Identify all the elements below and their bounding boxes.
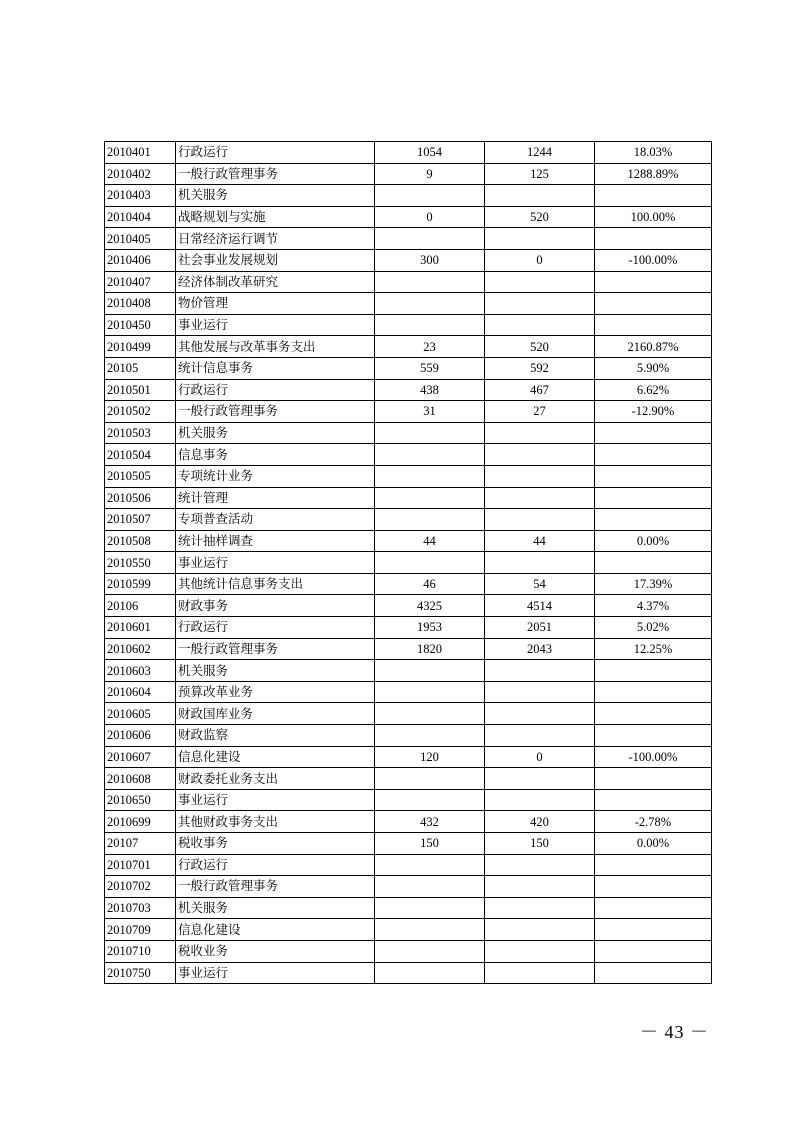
name-cell: 一般行政管理事务	[176, 638, 375, 660]
value-2019-cell: 23	[375, 336, 485, 358]
growth-rate-cell: 4.37%	[595, 595, 712, 617]
code-cell: 2010505	[105, 465, 176, 487]
growth-rate-cell	[595, 919, 712, 941]
value-2019-cell	[375, 962, 485, 984]
value-2020-cell	[485, 876, 595, 898]
value-2020-cell	[485, 725, 595, 747]
name-cell: 行政运行	[176, 379, 375, 401]
table-row	[105, 595, 712, 617]
value-2019-cell	[375, 854, 485, 876]
growth-rate-cell: 100.00%	[595, 206, 712, 228]
value-2020-cell: 1244	[485, 142, 595, 164]
value-2020-cell	[485, 940, 595, 962]
name-cell: 财政国库业务	[176, 703, 375, 725]
name-cell: 统计管理	[176, 487, 375, 509]
table-row	[105, 681, 712, 703]
name-cell: 税收事务	[176, 833, 375, 855]
table-row	[105, 379, 712, 401]
table-body	[105, 142, 712, 984]
name-cell: 统计抽样调查	[176, 530, 375, 552]
table-row	[105, 919, 712, 941]
value-2019-cell	[375, 314, 485, 336]
name-cell: 事业运行	[176, 789, 375, 811]
name-cell: 信息事务	[176, 444, 375, 466]
growth-rate-cell: 0.00%	[595, 530, 712, 552]
growth-rate-cell: 5.90%	[595, 357, 712, 379]
value-2020-cell: 125	[485, 163, 595, 185]
table-row	[105, 401, 712, 423]
code-cell: 2010603	[105, 660, 176, 682]
table-row	[105, 163, 712, 185]
growth-rate-cell	[595, 228, 712, 250]
growth-rate-cell	[595, 552, 712, 574]
growth-rate-cell	[595, 725, 712, 747]
table-row	[105, 530, 712, 552]
table-row	[105, 249, 712, 271]
table-row	[105, 487, 712, 509]
table-row	[105, 660, 712, 682]
code-cell: 2010499	[105, 336, 176, 358]
name-cell: 专项统计业务	[176, 465, 375, 487]
table-row	[105, 811, 712, 833]
code-cell: 2010401	[105, 142, 176, 164]
growth-rate-cell: -100.00%	[595, 249, 712, 271]
name-cell: 行政运行	[176, 617, 375, 639]
table-row	[105, 444, 712, 466]
value-2019-cell	[375, 465, 485, 487]
table-row	[105, 336, 712, 358]
code-cell: 2010504	[105, 444, 176, 466]
growth-rate-cell: 1288.89%	[595, 163, 712, 185]
growth-rate-cell	[595, 897, 712, 919]
value-2020-cell: 0	[485, 746, 595, 768]
name-cell: 其他财政事务支出	[176, 811, 375, 833]
value-2020-cell: 520	[485, 206, 595, 228]
code-cell: 2010607	[105, 746, 176, 768]
table-row	[105, 940, 712, 962]
code-cell: 2010502	[105, 401, 176, 423]
growth-rate-cell: 12.25%	[595, 638, 712, 660]
code-cell: 2010699	[105, 811, 176, 833]
code-cell: 2010408	[105, 293, 176, 315]
value-2019-cell	[375, 422, 485, 444]
growth-rate-cell	[595, 962, 712, 984]
value-2019-cell: 9	[375, 163, 485, 185]
name-cell: 行政运行	[176, 142, 375, 164]
name-cell: 预算改革业务	[176, 681, 375, 703]
growth-rate-cell: -2.78%	[595, 811, 712, 833]
value-2020-cell	[485, 552, 595, 574]
value-2019-cell: 438	[375, 379, 485, 401]
value-2019-cell: 4325	[375, 595, 485, 617]
budget-table	[104, 141, 712, 984]
value-2019-cell: 0	[375, 206, 485, 228]
name-cell: 一般行政管理事务	[176, 163, 375, 185]
value-2019-cell: 44	[375, 530, 485, 552]
growth-rate-cell	[595, 422, 712, 444]
name-cell: 财政监察	[176, 725, 375, 747]
table-row	[105, 746, 712, 768]
code-cell: 2010710	[105, 940, 176, 962]
growth-rate-cell	[595, 465, 712, 487]
value-2020-cell	[485, 422, 595, 444]
value-2020-cell: 420	[485, 811, 595, 833]
code-cell: 2010750	[105, 962, 176, 984]
value-2020-cell	[485, 271, 595, 293]
code-cell: 2010404	[105, 206, 176, 228]
code-cell: 2010701	[105, 854, 176, 876]
value-2020-cell: 592	[485, 357, 595, 379]
value-2020-cell: 467	[485, 379, 595, 401]
value-2020-cell: 4514	[485, 595, 595, 617]
growth-rate-cell	[595, 185, 712, 207]
value-2020-cell: 27	[485, 401, 595, 423]
code-cell: 20106	[105, 595, 176, 617]
growth-rate-cell	[595, 509, 712, 531]
table-row	[105, 833, 712, 855]
table-row	[105, 185, 712, 207]
name-cell: 财政事务	[176, 595, 375, 617]
name-cell: 信息化建设	[176, 919, 375, 941]
code-cell: 2010507	[105, 509, 176, 531]
code-cell: 2010407	[105, 271, 176, 293]
growth-rate-cell: 18.03%	[595, 142, 712, 164]
name-cell: 经济体制改革研究	[176, 271, 375, 293]
value-2020-cell	[485, 897, 595, 919]
value-2020-cell	[485, 465, 595, 487]
name-cell: 机关服务	[176, 897, 375, 919]
value-2019-cell: 1820	[375, 638, 485, 660]
value-2019-cell	[375, 271, 485, 293]
code-cell: 2010402	[105, 163, 176, 185]
name-cell: 事业运行	[176, 552, 375, 574]
code-cell: 20107	[105, 833, 176, 855]
code-cell: 2010602	[105, 638, 176, 660]
table-row	[105, 206, 712, 228]
growth-rate-cell	[595, 703, 712, 725]
name-cell: 统计信息事务	[176, 357, 375, 379]
code-cell: 2010702	[105, 876, 176, 898]
name-cell: 专项普查活动	[176, 509, 375, 531]
code-cell: 2010709	[105, 919, 176, 941]
value-2019-cell	[375, 789, 485, 811]
name-cell: 机关服务	[176, 422, 375, 444]
code-cell: 2010506	[105, 487, 176, 509]
code-cell: 2010405	[105, 228, 176, 250]
value-2019-cell	[375, 876, 485, 898]
value-2019-cell	[375, 185, 485, 207]
table-row	[105, 465, 712, 487]
name-cell: 战略规划与实施	[176, 206, 375, 228]
code-cell: 2010550	[105, 552, 176, 574]
value-2020-cell	[485, 509, 595, 531]
growth-rate-cell	[595, 876, 712, 898]
table-row	[105, 357, 712, 379]
table-row	[105, 897, 712, 919]
table-row	[105, 876, 712, 898]
value-2019-cell: 46	[375, 573, 485, 595]
value-2019-cell	[375, 919, 485, 941]
growth-rate-cell: 6.62%	[595, 379, 712, 401]
code-cell: 2010606	[105, 725, 176, 747]
value-2020-cell	[485, 919, 595, 941]
value-2020-cell	[485, 681, 595, 703]
value-2020-cell: 2051	[485, 617, 595, 639]
page-number: － 43 －	[640, 1022, 709, 1042]
value-2019-cell: 559	[375, 357, 485, 379]
code-cell: 2010403	[105, 185, 176, 207]
code-cell: 2010501	[105, 379, 176, 401]
code-cell: 2010703	[105, 897, 176, 919]
value-2020-cell	[485, 228, 595, 250]
value-2020-cell: 2043	[485, 638, 595, 660]
table-row	[105, 422, 712, 444]
code-cell: 2010450	[105, 314, 176, 336]
table-row	[105, 962, 712, 984]
name-cell: 其他发展与改革事务支出	[176, 336, 375, 358]
code-cell: 2010650	[105, 789, 176, 811]
code-cell: 2010601	[105, 617, 176, 639]
value-2020-cell: 0	[485, 249, 595, 271]
code-cell: 2010406	[105, 249, 176, 271]
name-cell: 社会事业发展规划	[176, 249, 375, 271]
growth-rate-cell	[595, 768, 712, 790]
value-2019-cell	[375, 768, 485, 790]
code-cell: 2010503	[105, 422, 176, 444]
value-2020-cell: 54	[485, 573, 595, 595]
table-row	[105, 703, 712, 725]
table-row	[105, 271, 712, 293]
name-cell: 机关服务	[176, 185, 375, 207]
code-cell: 2010508	[105, 530, 176, 552]
name-cell: 财政委托业务支出	[176, 768, 375, 790]
value-2020-cell	[485, 444, 595, 466]
value-2020-cell	[485, 487, 595, 509]
value-2020-cell	[485, 314, 595, 336]
name-cell: 事业运行	[176, 962, 375, 984]
growth-rate-cell: -12.90%	[595, 401, 712, 423]
value-2019-cell: 31	[375, 401, 485, 423]
growth-rate-cell: 2160.87%	[595, 336, 712, 358]
name-cell: 其他统计信息事务支出	[176, 573, 375, 595]
growth-rate-cell	[595, 940, 712, 962]
name-cell: 信息化建设	[176, 746, 375, 768]
value-2019-cell	[375, 940, 485, 962]
growth-rate-cell	[595, 444, 712, 466]
value-2019-cell	[375, 228, 485, 250]
name-cell: 事业运行	[176, 314, 375, 336]
growth-rate-cell: 0.00%	[595, 833, 712, 855]
name-cell: 一般行政管理事务	[176, 876, 375, 898]
value-2020-cell	[485, 660, 595, 682]
growth-rate-cell	[595, 854, 712, 876]
value-2019-cell	[375, 703, 485, 725]
value-2020-cell: 520	[485, 336, 595, 358]
table-row	[105, 638, 712, 660]
table-row	[105, 573, 712, 595]
table-row	[105, 552, 712, 574]
growth-rate-cell	[595, 314, 712, 336]
value-2019-cell: 150	[375, 833, 485, 855]
code-cell: 2010599	[105, 573, 176, 595]
value-2019-cell: 432	[375, 811, 485, 833]
code-cell: 2010608	[105, 768, 176, 790]
value-2019-cell: 300	[375, 249, 485, 271]
code-cell: 20105	[105, 357, 176, 379]
growth-rate-cell: 5.02%	[595, 617, 712, 639]
growth-rate-cell	[595, 681, 712, 703]
value-2020-cell	[485, 768, 595, 790]
growth-rate-cell	[595, 487, 712, 509]
table-row	[105, 789, 712, 811]
value-2020-cell: 44	[485, 530, 595, 552]
value-2019-cell	[375, 444, 485, 466]
name-cell: 日常经济运行调节	[176, 228, 375, 250]
value-2019-cell: 1953	[375, 617, 485, 639]
table-row	[105, 314, 712, 336]
name-cell: 机关服务	[176, 660, 375, 682]
value-2019-cell	[375, 681, 485, 703]
name-cell: 物价管理	[176, 293, 375, 315]
value-2020-cell	[485, 962, 595, 984]
code-cell: 2010605	[105, 703, 176, 725]
table-row	[105, 854, 712, 876]
value-2020-cell: 150	[485, 833, 595, 855]
growth-rate-cell: -100.00%	[595, 746, 712, 768]
table-row	[105, 509, 712, 531]
value-2020-cell	[485, 185, 595, 207]
growth-rate-cell	[595, 789, 712, 811]
code-cell: 2010604	[105, 681, 176, 703]
table-row	[105, 293, 712, 315]
value-2019-cell	[375, 660, 485, 682]
value-2020-cell	[485, 854, 595, 876]
value-2019-cell	[375, 552, 485, 574]
value-2019-cell	[375, 487, 485, 509]
value-2020-cell	[485, 703, 595, 725]
value-2019-cell	[375, 725, 485, 747]
growth-rate-cell	[595, 660, 712, 682]
table-row	[105, 228, 712, 250]
value-2019-cell	[375, 293, 485, 315]
table-row	[105, 617, 712, 639]
value-2019-cell: 1054	[375, 142, 485, 164]
table-row	[105, 142, 712, 164]
table-row	[105, 768, 712, 790]
value-2020-cell	[485, 789, 595, 811]
growth-rate-cell: 17.39%	[595, 573, 712, 595]
value-2019-cell: 120	[375, 746, 485, 768]
value-2020-cell	[485, 293, 595, 315]
growth-rate-cell	[595, 271, 712, 293]
value-2019-cell	[375, 897, 485, 919]
name-cell: 一般行政管理事务	[176, 401, 375, 423]
value-2019-cell	[375, 509, 485, 531]
name-cell: 行政运行	[176, 854, 375, 876]
name-cell: 税收业务	[176, 940, 375, 962]
growth-rate-cell	[595, 293, 712, 315]
table-row	[105, 725, 712, 747]
